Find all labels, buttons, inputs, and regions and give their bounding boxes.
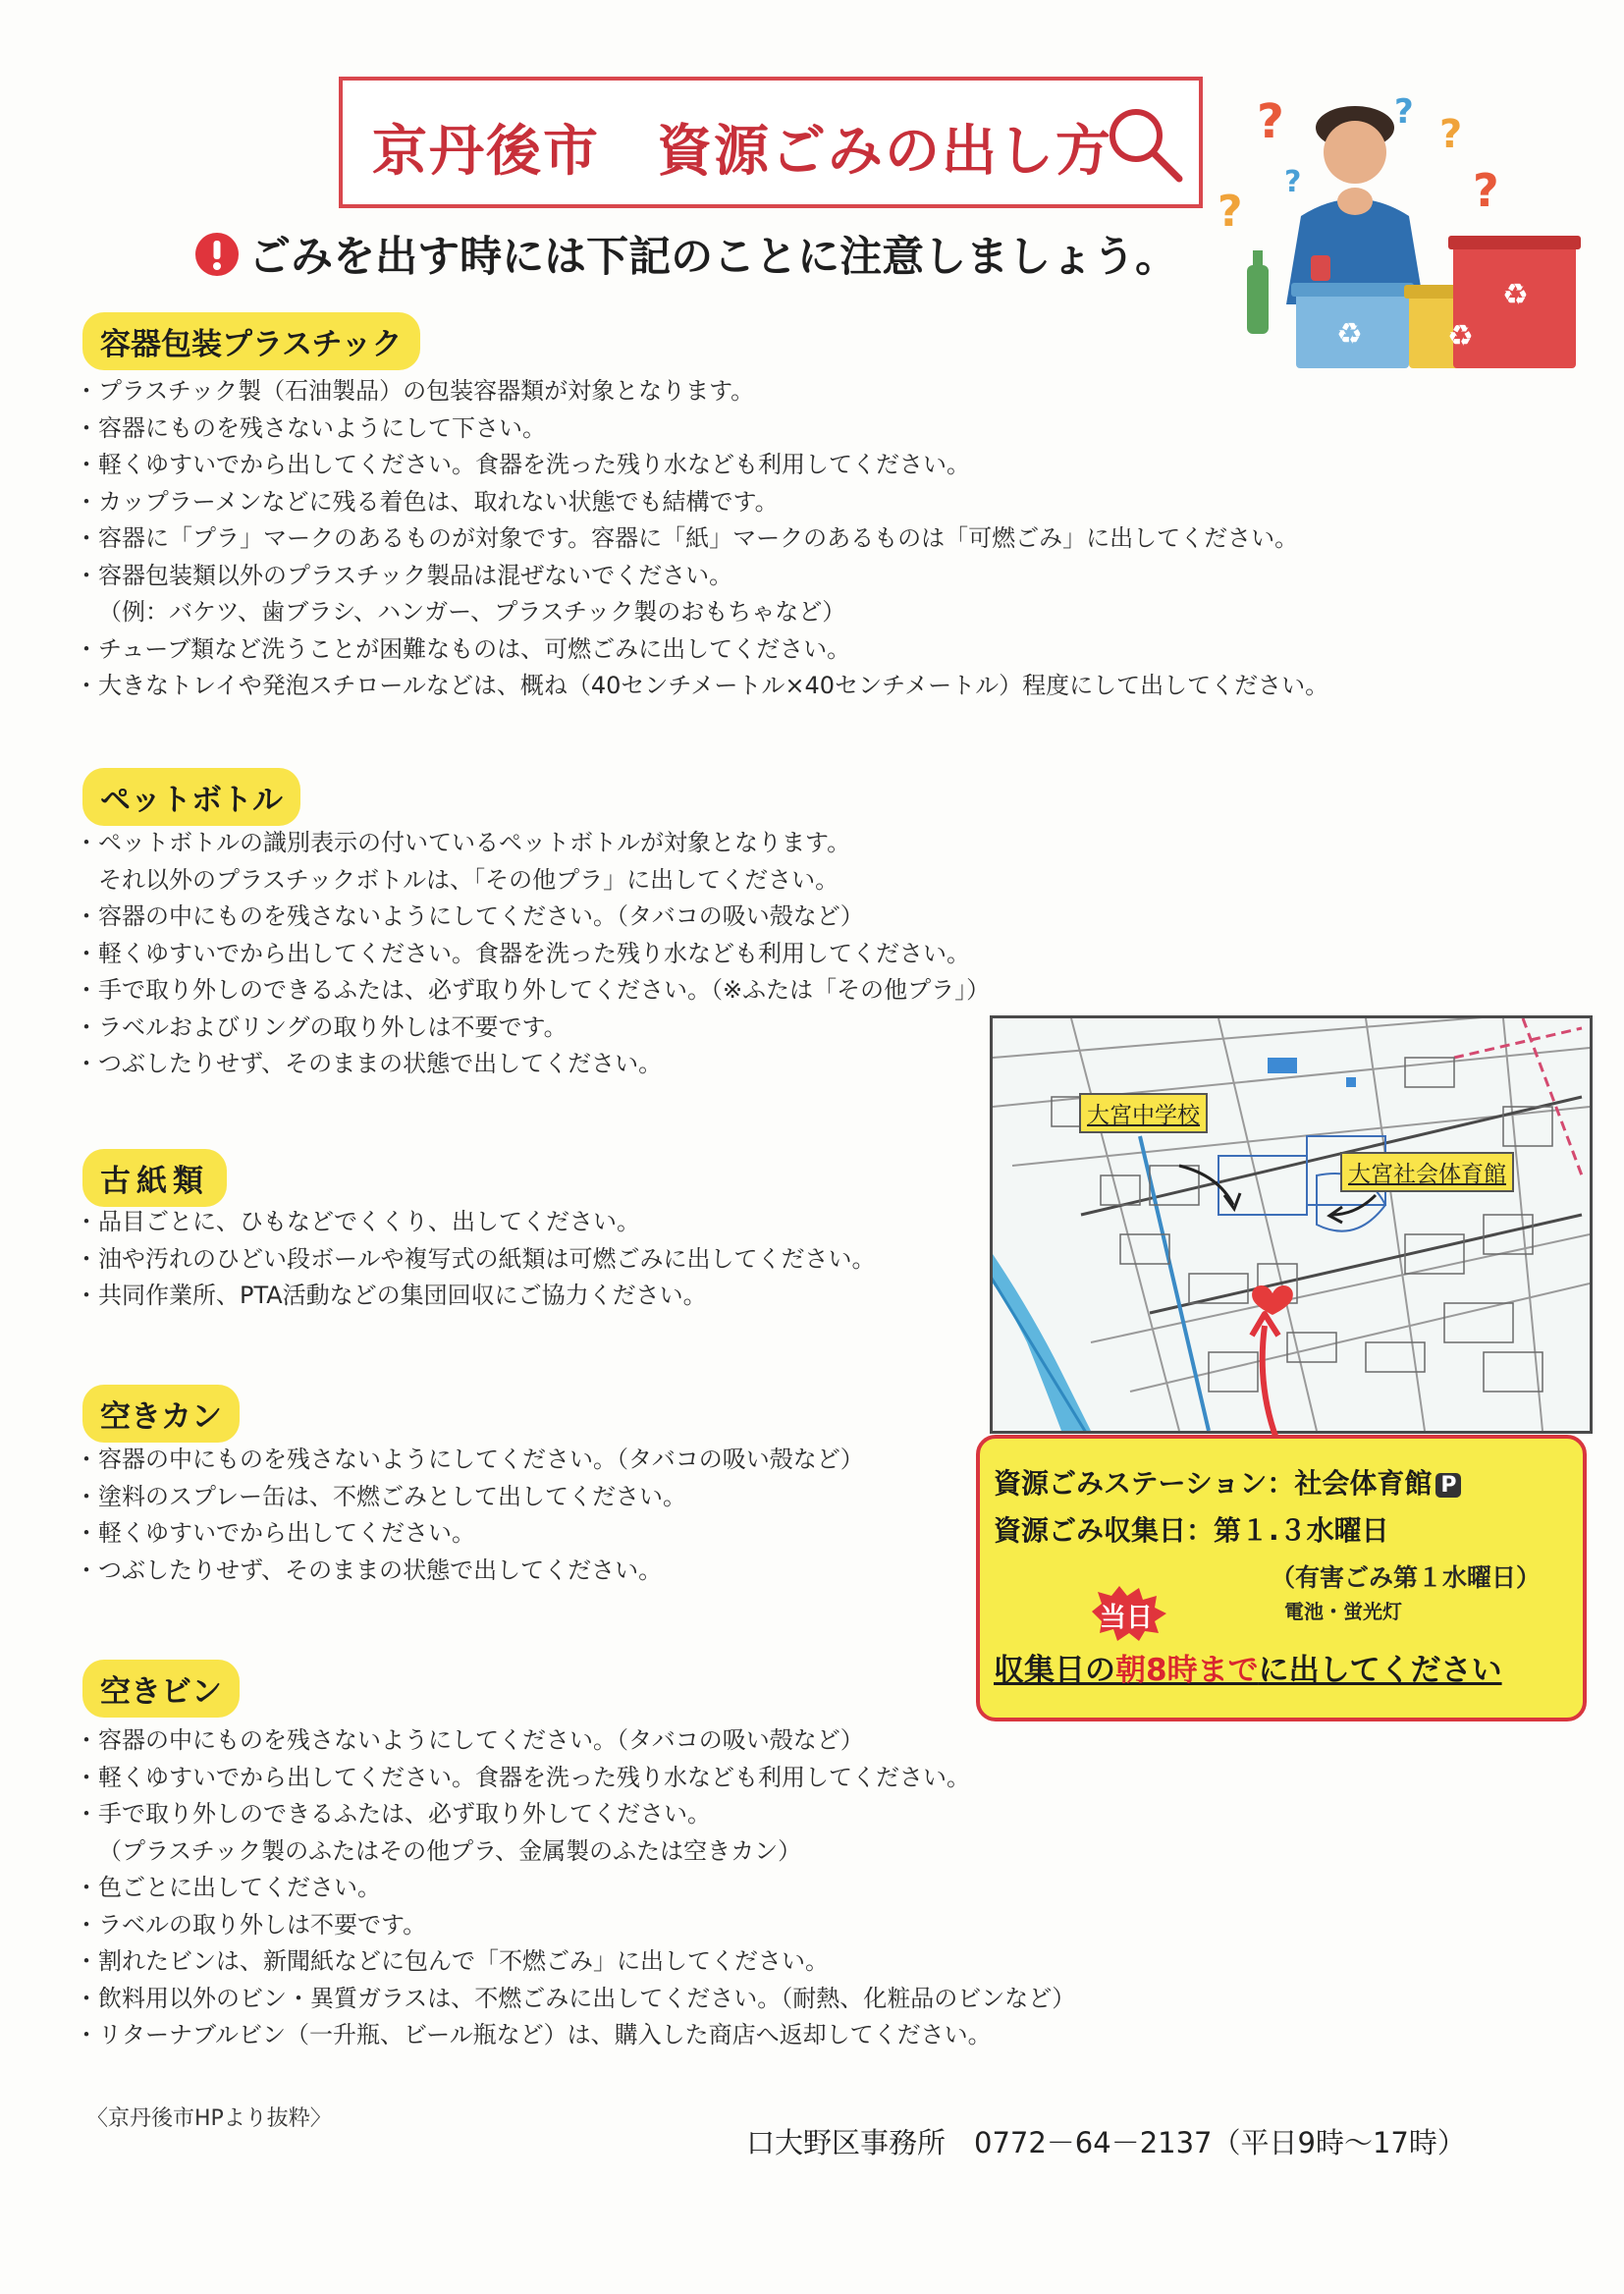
list-item: ・品目ごとに、ひもなどでくくり、出してください。: [75, 1208, 640, 1235]
section-heading-pet-bottle: ペットボトル: [82, 768, 300, 826]
list-item: ・ラベルおよびリングの取り外しは不要です。: [75, 1012, 568, 1041]
section-list-plastic: [75, 373, 1328, 705]
notice-line: [194, 224, 1177, 284]
section-list-paper: [75, 1204, 876, 1315]
svg-text:?: ?: [1473, 164, 1499, 217]
section-list-pet-bottle: [75, 825, 990, 1083]
svg-text:?: ?: [1284, 165, 1302, 199]
footer-office-contact: 口大野区事務所 0772－64－2137（平日9時～17時）: [746, 2126, 1466, 2159]
list-item: ・プラスチック製（石油製品）の包装容器類が対象となります。: [75, 377, 755, 405]
svg-text:?: ?: [1439, 112, 1463, 157]
list-item: ・つぶしたりせず、そのままの状態で出してください。: [75, 1050, 663, 1077]
list-item: ・共同作業所、PTA活動などの集団回収にご協力ください。: [75, 1282, 707, 1309]
deadline-pre: 収集日の: [994, 1653, 1115, 1688]
deadline-line: [994, 1645, 1502, 1689]
deadline-post: に出してください: [1258, 1653, 1502, 1688]
list-item: ・軽くゆすいでから出してください。食器を洗った残り水なども利用してください。: [75, 939, 970, 967]
list-item: ・手で取り外しのできるふたは、必ず取り外してください。: [75, 1800, 711, 1828]
station-text: 資源ごみステーション：社会体育館: [994, 1467, 1433, 1500]
page-title: 京丹後市 資源ごみの出し方: [372, 120, 1112, 184]
collection-info-box: [976, 1435, 1587, 1721]
section-heading-paper: 古紙類: [82, 1149, 227, 1207]
list-item: ・軽くゆすいでから出してください。: [75, 1519, 475, 1547]
list-item: ・容器にものを残さないようにして下さい。: [75, 413, 546, 442]
map-label-school: 大宮中学校: [1079, 1093, 1208, 1133]
list-item: ・容器包装類以外のプラスチック製品は混ぜないでください。: [75, 561, 733, 589]
list-item: ・大きなトレイや発泡スチロールなどは、概ね（40センチメートル×40センチメートル）程度にして出してください。: [75, 672, 1329, 699]
svg-text:♻: ♻: [1447, 319, 1474, 354]
list-item: ・カップラーメンなどに残る着色は、取れない状態でも結構です。: [75, 487, 779, 516]
section-list-cans: [75, 1442, 864, 1589]
list-item: それ以外のプラスチックボトルは、「その他プラ」に出してください。: [98, 865, 839, 894]
exclamation-icon: [194, 232, 240, 277]
person-recycling-illustration: [1208, 69, 1600, 373]
svg-text:?: ?: [1394, 92, 1414, 132]
list-item: （例：バケツ、歯ブラシ、ハンガー、プラスチック製のおもちゃなど）: [98, 598, 846, 626]
list-item: ・リターナブルビン（一升瓶、ビール瓶など）は、購入した商店へ返却してください。: [75, 2021, 992, 2048]
svg-text:♻: ♻: [1336, 317, 1363, 352]
list-item: ・容器の中にものを残さないようにしてください。（タバコの吸い殻など）: [75, 1726, 864, 1754]
list-item: ・ペットボトルの識別表示の付いているペットボトルが対象となります。: [75, 829, 851, 856]
list-item: ・手で取り外しのできるふたは、必ず取り外してください。（※ふたは「その他プラ」）: [75, 976, 991, 1004]
svg-text:♻: ♻: [1502, 278, 1529, 312]
list-item: ・容器の中にものを残さないようにしてください。（タバコの吸い殻など）: [75, 1446, 864, 1473]
section-list-bottles: [75, 1722, 1075, 2054]
section-heading-cans: 空きカン: [82, 1385, 240, 1443]
notice-text: ごみを出す時には下記のことに注意しましょう。: [248, 233, 1178, 282]
section-heading-bottles: 空きビン: [82, 1660, 240, 1718]
list-item: ・容器に「プラ」マークのあるものが対象です。容器に「紙」マークのあるものは「可燃ごみ」に出してください。: [75, 524, 1299, 552]
footer-source: 〈京丹後市HPより抜粋〉: [86, 2106, 332, 2131]
list-item: （プラスチック製のふたはその他プラ、金属製のふたは空きカン）: [98, 1836, 802, 1865]
list-item: ・つぶしたりせず、そのままの状態で出してください。: [75, 1556, 663, 1584]
deadline-time: 朝8時まで: [1115, 1653, 1259, 1688]
svg-text:?: ?: [1257, 94, 1284, 149]
list-item: ・塗料のスプレー缶は、不燃ごみとして出してください。: [75, 1482, 687, 1510]
title-box: [339, 77, 1203, 208]
map-label-gym: 大宮社会体育館: [1340, 1152, 1514, 1192]
hazard-note: （有害ごみ第１水曜日）: [1271, 1563, 1542, 1592]
parking-icon: P: [1435, 1473, 1461, 1498]
list-item: ・油や汚れのひどい段ボールや複写式の紙類は可燃ごみに出してください。: [75, 1244, 876, 1273]
search-icon: [1101, 100, 1189, 189]
collection-day-text: 資源ごみ収集日：第１.３水曜日: [994, 1514, 1389, 1547]
today-badge: [1088, 1586, 1168, 1641]
svg-text:?: ?: [1218, 187, 1243, 237]
section-heading-plastic: 容器包装プラスチック: [82, 312, 420, 370]
list-item: ・ラベルの取り外しは不要です。: [75, 1910, 427, 1939]
list-item: ・飲料用以外のビン・異質ガラスは、不燃ごみに出してください。（耐熱、化粧品のビンなど）: [75, 1984, 1076, 2012]
list-item: ・容器の中にものを残さないようにしてください。（タバコの吸い殻など）: [75, 902, 864, 930]
hazard-items: 電池・蛍光灯: [1284, 1600, 1402, 1623]
today-badge-text: 当日: [1100, 1603, 1153, 1633]
list-item: ・割れたビンは、新聞紙などに包んで「不燃ごみ」に出してください。: [75, 1947, 829, 1975]
arrow-icon: [1237, 1306, 1316, 1444]
list-item: ・軽くゆすいでから出してください。食器を洗った残り水なども利用してください。: [75, 451, 970, 478]
list-item: ・チューブ類など洗うことが困難なものは、可燃ごみに出してください。: [75, 634, 851, 663]
station-line: [994, 1462, 1461, 1502]
list-item: ・軽くゆすいでから出してください。食器を洗った残り水なども利用してください。: [75, 1763, 970, 1791]
list-item: ・色ごとに出してください。: [75, 1874, 381, 1901]
